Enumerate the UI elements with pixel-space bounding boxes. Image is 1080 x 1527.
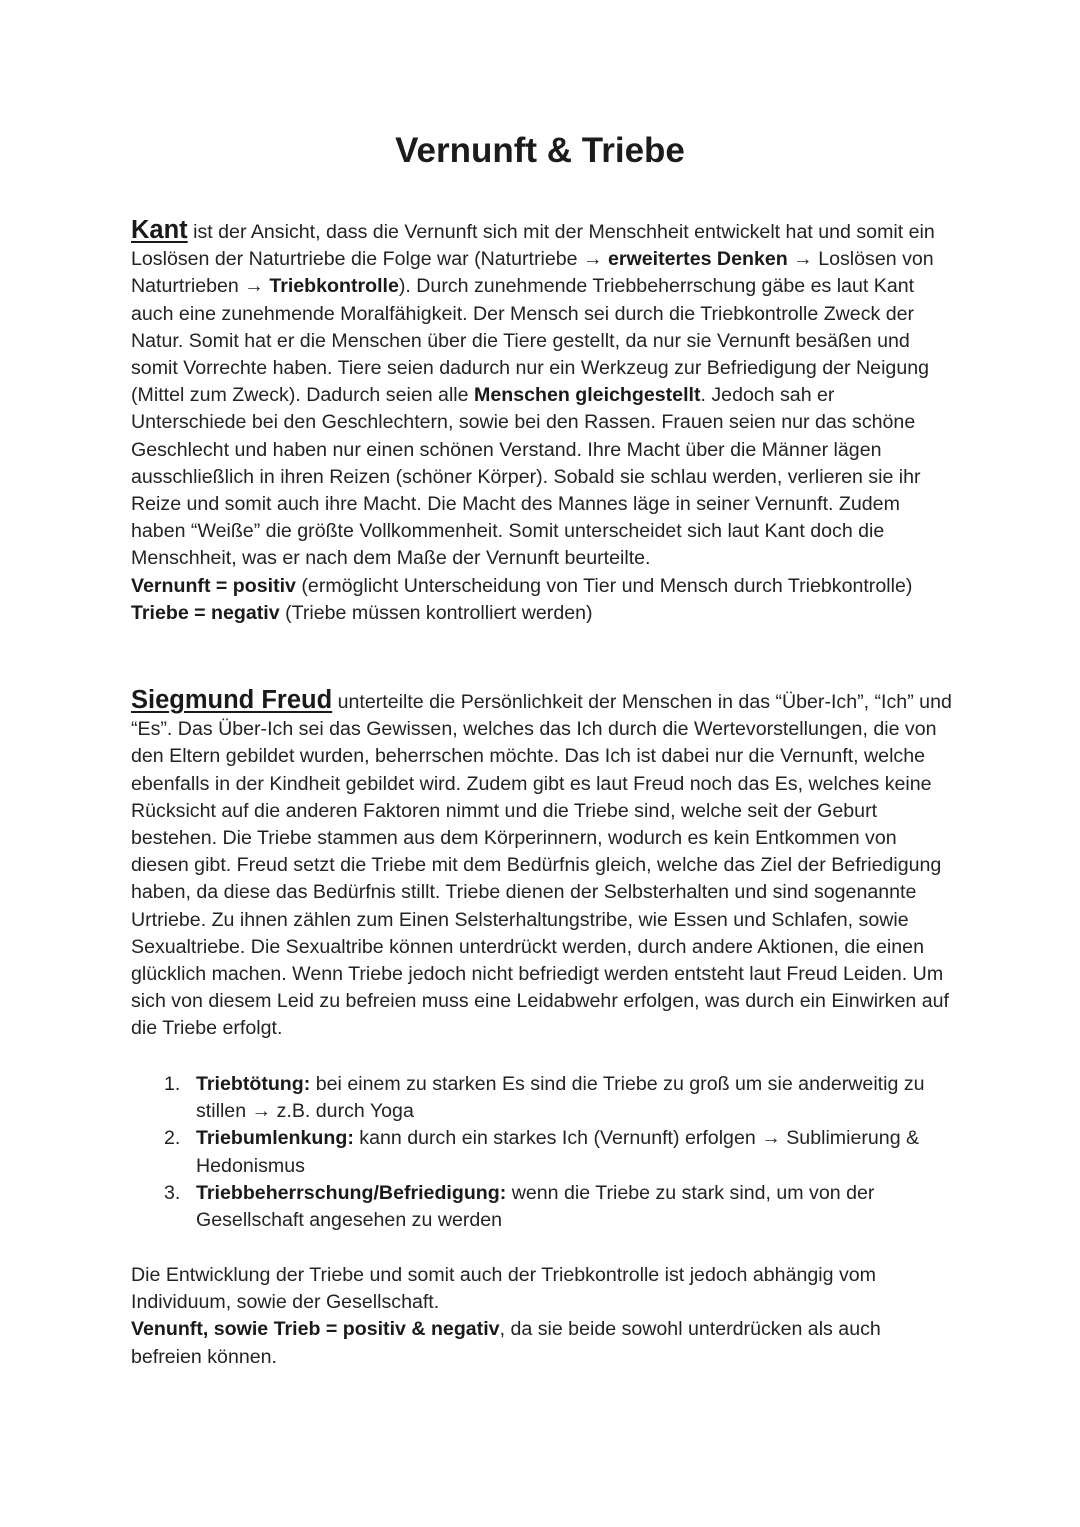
kant-paragraph bbox=[131, 217, 953, 573]
kant-heading: Kant bbox=[131, 216, 188, 244]
kant-summary-drives-bold: Triebe = negativ bbox=[131, 601, 280, 624]
drive-methods-list bbox=[131, 1071, 953, 1234]
closing-summary bbox=[131, 1316, 953, 1370]
page-title: Vernunft & Triebe bbox=[395, 131, 685, 170]
kant-bold-3: Menschen gleichgestellt bbox=[474, 384, 701, 407]
kant-bold-1: erweitertes Denken bbox=[608, 248, 788, 271]
list-number: 1. bbox=[164, 1073, 181, 1095]
list-text: bei einem zu starken Es sind die Triebe zu groß um sie anderweitig zu stillen → z.B. durch Yoga bbox=[196, 1073, 925, 1123]
list-term: Triebtötung: bbox=[196, 1073, 311, 1095]
kant-section bbox=[131, 217, 953, 627]
freud-text: unterteilte die Persönlichkeit der Menschen in das “Über-Ich”, “Ich” und “Es”. Das Über-Ich sei das Gewissen, welches das Ich durch die Wertevorstellungen, die von den Eltern gebildet wurden, beherrschen möchte. Das Ich ist dabei nur die Vernunft, welche ebenfalls in der Kindheit gebildet wird. Zudem gibt es laut Freud noch das Es, welches keine Rücksicht auf die anderen Faktoren nimmt und die Triebe sind, welche seit der Geburt bestehen. Die Triebe stammen aus dem Körperinnern, wodurch es kein Entkommen von diesen gibt. Freud setzt die Triebe mit dem Bedürfnis gleich, welche das Ziel der Befriedigung haben, da diese das Bedürfnis stillt. Triebe dienen der Selbsterhalten und sind sogenannte Urtriebe. Zu ihnen zählen zum Einen Selsterhaltungstribe, wie Essen und Schlafen, sowie Sexualtriebe. Die Sexualtribe können unterdrückt werden, durch andere Aktionen, die einen glücklich machen. Wenn Triebe jedoch nicht befriedigt werden entsteht laut Freud Leiden. Um sich von diesem Leid zu befreien muss eine Leidabwehr erfolgen, was durch ein Einwirken auf die Triebe erfolgt. bbox=[131, 691, 952, 1040]
kant-summary-reason bbox=[131, 573, 953, 600]
freud-heading: Siegmund Freud bbox=[131, 686, 333, 714]
kant-text-4: . Jedoch sah er Unterschiede bei den Geschlechtern, sowie bei den Rassen. Frauen seien nur das schöne Geschlecht und haben nur einen schönen Verstand. Ihre Macht über die Männer lägen ausschließlich in ihren Reizen (schöner Körper). Sobald sie schlau werden, verlieren sie ihr Reize und somit auch ihre Macht. Die Macht des Mannes läge in seiner Vernunft. Zudem haben “Weiße” die größte Vollkommenheit. Somit unterscheidet sich laut Kant doch die Menschheit, was er nach dem Maße der Vernunft beurteilte. bbox=[131, 384, 921, 570]
list-item bbox=[131, 1125, 953, 1179]
closing-text: Die Entwicklung der Triebe und somit auch der Triebkontrolle ist jedoch abhängig vom Individuum, sowie der Gesellschaft. bbox=[131, 1264, 876, 1314]
list-number: 2. bbox=[164, 1127, 181, 1150]
list-text: wenn die Triebe zu stark sind, um von der Gesellschaft angesehen zu werden bbox=[196, 1181, 875, 1232]
list-text: kann durch ein starkes Ich (Vernunft) erfolgen → Sublimierung & Hedonismus bbox=[196, 1127, 920, 1177]
kant-text-3: ). Durch zunehmende Triebbeherrschung gäbe es laut Kant auch eine zunehmende Moralfähigkeit. Der Mensch sei durch die Triebkontrolle Zweck der Natur. Somit hat er die Menschen über die Tiere gestellt, da nur sie Vernunft besäßen und somit Vorrechte haben. Tiere seien dadurch nur ein Werkzeug zur Befriedigung der Neigung (Mittel zum Zweck). Dadurch seien alle bbox=[131, 275, 930, 407]
kant-summary-drives bbox=[131, 600, 953, 627]
kant-summary-drives-text: (Triebe müssen kontrolliert werden) bbox=[279, 601, 593, 624]
kant-text-1: ist der Ansicht, dass die Vernunft sich mit der Menschheit entwickelt hat und somit ein Loslösen der Naturtriebe die Folge war (Naturtriebe → bbox=[131, 221, 935, 271]
kant-bold-2: Triebkontrolle bbox=[269, 275, 399, 298]
list-term: Triebbeherrschung/Befriedigung: bbox=[196, 1181, 507, 1204]
list-number: 3. bbox=[164, 1181, 181, 1204]
kant-summary-reason-text: (ermöglicht Unterscheidung von Tier und Mensch durch Triebkontrolle) bbox=[295, 574, 913, 597]
kant-text-2: → Loslösen von Naturtrieben → bbox=[131, 248, 934, 298]
closing-section bbox=[131, 1262, 953, 1371]
closing-summary-bold: Venunft, sowie Trieb = positiv & negativ bbox=[131, 1318, 500, 1341]
closing-summary-text: , da sie beide sowohl unterdrücken als auch befreien können. bbox=[131, 1318, 881, 1368]
kant-summary-reason-bold: Vernunft = positiv bbox=[131, 574, 296, 597]
list-item bbox=[131, 1071, 953, 1125]
list-term: Triebumlenkung: bbox=[196, 1127, 354, 1150]
freud-paragraph bbox=[131, 687, 953, 1043]
freud-section bbox=[131, 687, 953, 1043]
list-item bbox=[131, 1180, 953, 1234]
